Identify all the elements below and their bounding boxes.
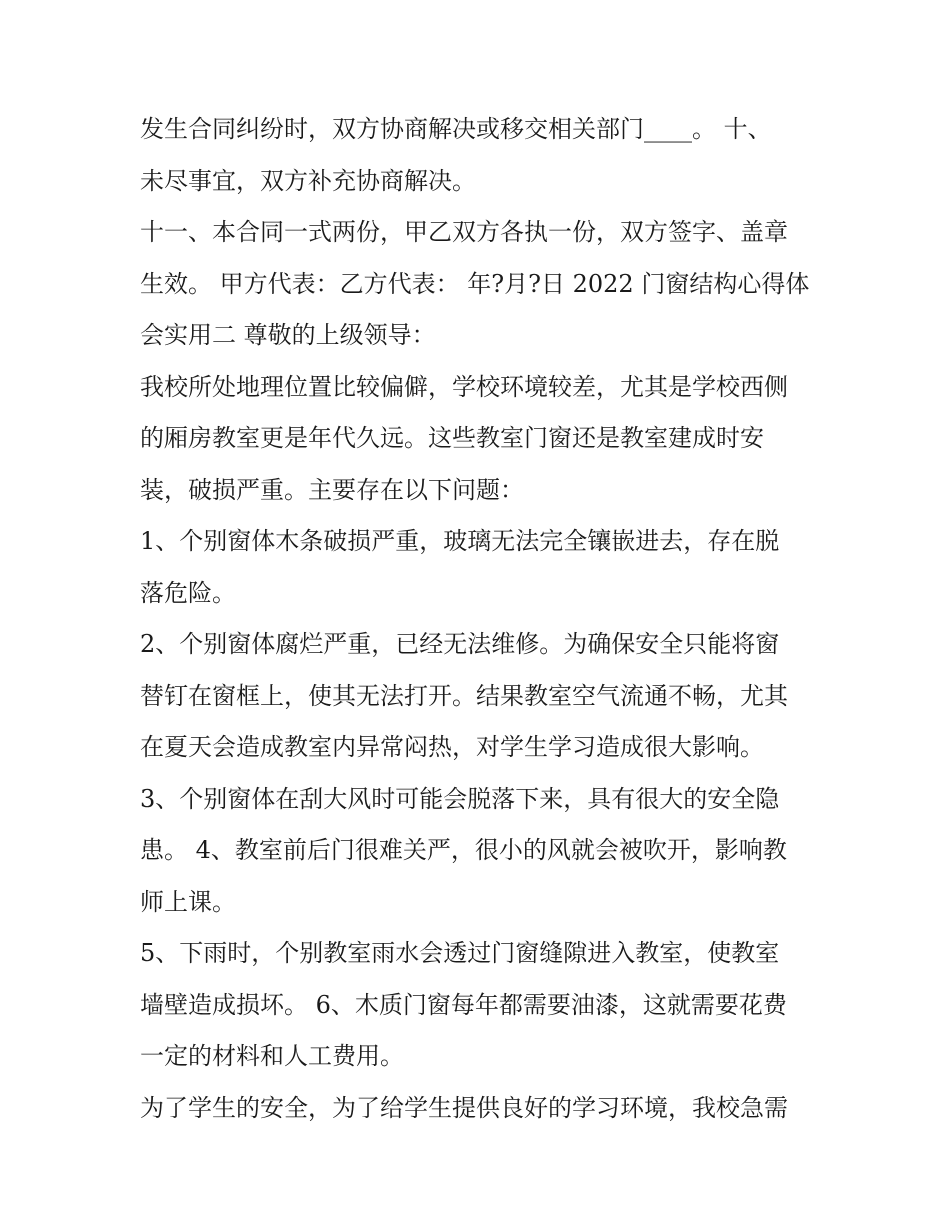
text-line: 3、个别窗体在刮大风时可能会脱落下来，具有很大的安全隐 <box>140 784 780 813</box>
text-line: 落危险。 <box>140 578 236 607</box>
text-line: 在夏天会造成教室内异常闷热，对学生学习造成很大影响。 <box>140 733 764 761</box>
text-line: 墙壁造成损坏。 6、木质门窗每年都需要油漆，这就需要花费 <box>140 990 787 1019</box>
text-line: 患。 4、教室前后门很难关严，很小的风就会被吹开，影响教 <box>140 836 787 864</box>
paragraph-dispute-clause <box>140 104 820 207</box>
text-line: 一定的材料和人工费用。 <box>140 1042 404 1070</box>
paragraph-issue-3-4 <box>140 774 820 929</box>
text-line: 装，破损严重。主要存在以下问题： <box>140 475 524 504</box>
paragraph-conclusion <box>140 1083 820 1135</box>
paragraph-school-situation <box>140 362 820 517</box>
text-line: 为了学生的安全，为了给学生提供良好的学习环境，我校急需 <box>140 1093 788 1122</box>
text-line: 我校所处地理位置比较偏僻，学校环境较差，尤其是学校西侧 <box>140 372 788 401</box>
text-line: 生效。 甲方代表：乙方代表： 年?月?日 2022 门窗结构心得体 <box>140 269 810 298</box>
text-line: 1、个别窗体木条破损严重，玻璃无法完全镶嵌进去，存在脱 <box>140 527 780 555</box>
text-line: 未尽事宜，双方补充协商解决。 <box>140 166 476 195</box>
document-body <box>140 104 820 1134</box>
text-line: 十一、本合同一式两份，甲乙双方各执一份，双方签字、盖章 <box>140 218 788 246</box>
text-line: 的厢房教室更是年代久远。这些教室门窗还是教室建成时安 <box>140 424 764 452</box>
text-line: 2、个别窗体腐烂严重，已经无法维修。为确保安全只能将窗 <box>140 630 780 658</box>
text-line: 替钉在窗框上，使其无法打开。结果教室空气流通不畅，尤其 <box>140 681 788 710</box>
paragraph-copies-clause <box>140 207 820 362</box>
text-line: 会实用二 尊敬的上级领导： <box>140 321 436 349</box>
text-line: 5、下雨时，个别教室雨水会透过门窗缝隙进入教室，使教室 <box>140 939 780 967</box>
text-line: 发生合同纠纷时，双方协商解决或移交相关部门____。 十、 <box>140 115 772 143</box>
paragraph-issue-2 <box>140 619 820 774</box>
text-line: 师上课。 <box>140 887 236 916</box>
paragraph-issue-1 <box>140 516 820 619</box>
paragraph-issue-5-6 <box>140 928 820 1083</box>
